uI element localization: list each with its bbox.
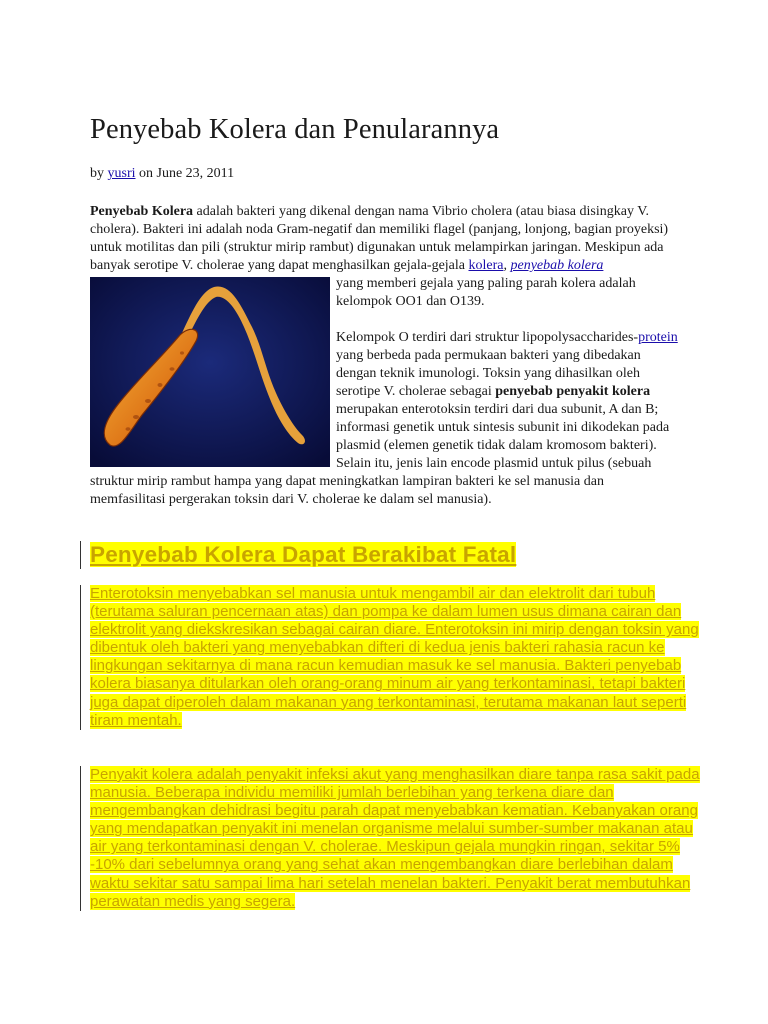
byline-by: by: [90, 166, 104, 181]
byline: [90, 165, 234, 183]
intro-paragraph-1: Penyebab Kolera adalah bakteri yang dikenal dengan nama Vibrio cholera (atau biasa disingkay V. cholera). Bakteri ini adalah noda Gram-negatif dan memiliki flagel (panjang, lonjong, bagian proyeksi) untuk motilitas dan pili (struktur mirip rambut) digunakan untuk melampirkan jaringan. Meskipun ada banyak serotipe V. cholerae yang dapat menghasilkan gejala-gejala kolera, penyebab kolera: [90, 204, 669, 273]
link-penyebab-kolera[interactable]: penyebab kolera: [510, 258, 604, 273]
byline-date: on June 23, 2011: [139, 166, 235, 181]
vibrio-cholera-illustration: [90, 277, 330, 467]
bacterium-image: [90, 277, 330, 467]
paragraph-1-text: Enterotoksin menyebabkan sel manusia untuk mengambil air dan elektrolit dari tubuh (terutama saluran pencernaan atas) dan pompa ke dalam lumen usus dimana cairan dan elektrolit yang diekskresikan sebagai cairan diare. Enterotoksin ini mirip dengan toksin yang dibentuk oleh bakteri yang menyebabkan difteri di kedua jenis bakteri rahasia racun ke lingkungan sekitarnya di mana racun kemudian masuk ke sel manusia. Bakteri penyebab kolera biasanya ditularkan oleh orang-orang minum air yang terkontaminasi, tetapi bakteri juga dapat diperoleh dalam makanan yang terkontaminasi, terutama makanan laut seperti tiram mentah.: [90, 585, 699, 729]
bold-term-penyebab-kolera: Penyebab Kolera: [90, 204, 194, 219]
author-link[interactable]: yusri: [107, 166, 136, 181]
intro-paragraph-1-cont: yang memberi gejala yang paling parah kolera adalah kelompok OO1 dan O139.: [336, 276, 636, 309]
link-protein[interactable]: protein: [638, 330, 678, 345]
highlighted-paragraph-1: [80, 585, 702, 730]
link-kolera[interactable]: kolera: [468, 258, 504, 273]
section-heading: Penyebab Kolera Dapat Berakibat Fatal: [90, 542, 517, 567]
paragraph-2-text: Penyakit kolera adalah penyakit infeksi akut yang menghasilkan diare tanpa rasa sakit pada manusia. Beberapa individu memiliki jumlah berlebihan yang terkena diare dan mengembangkan dehidrasi begitu parah dapat menyebabkan kematian. Kebanyakan orang yang mendapatkan penyakit ini menelan organisme melalui sumber-sumber makanan atau air yang terkontaminasi dengan V. cholerae. Meskipun gejala mungkin ringan, sekitar 5% -10% dari sebelumnya orang yang sehat akan mengembangkan diare berlebihan dalam waktu sekitar satu sampai lima hari setelah menelan bakteri. Penyakit berat membutuhkan perawatan medis yang segera.: [90, 766, 700, 910]
highlighted-paragraph-2: [80, 766, 702, 911]
page-title: Penyebab Kolera dan Penularannya: [90, 114, 500, 145]
intro-text: [90, 203, 680, 509]
intro-paragraph-2: Kelompok O terdiri dari struktur lipopolysaccharides-protein yang berbeda pada permukaan bakteri yang dibedakan dengan teknik imunologi. Toksin yang dihasilkan oleh serotipe V. cholerae sebagai penyebab penyakit kolera merupakan enterotoksin terdiri dari dua subunit, A dan B; informasi genetik untuk sintesis subunit ini dikodekan pada plasmid (elemen genetik tidak dalam kromosom bakteri). Selain itu, jenis lain encode plasmid untuk pilus (sebuah struktur mirip rambut hampa yang dapat meningkatkan lampiran bakteri ke sel manusia dan memfasilitasi pergerakan toksin dari V. cholerae ke dalam sel manusia).: [90, 330, 678, 507]
bold-term-penyebab-penyakit-kolera: penyebab penyakit kolera: [495, 384, 651, 399]
section-heading-block: [80, 541, 702, 569]
